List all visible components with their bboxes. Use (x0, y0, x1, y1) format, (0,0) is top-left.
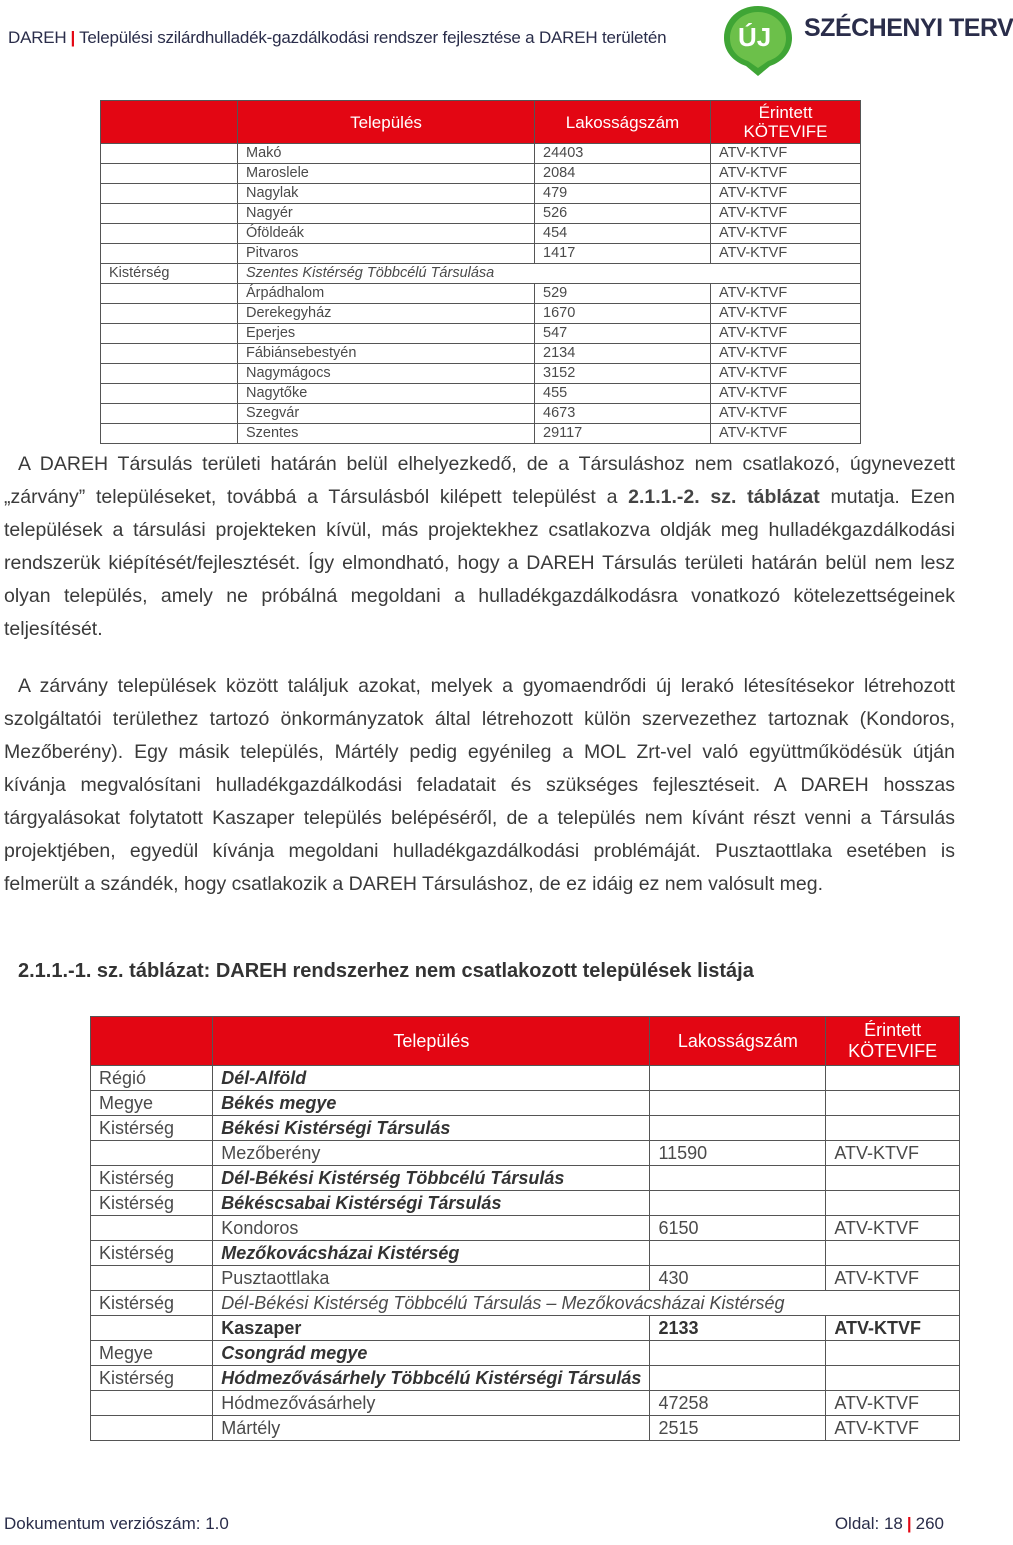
header-telepules: Település (238, 101, 535, 144)
row-level (101, 324, 238, 344)
row-authority (826, 1366, 960, 1391)
row-authority: ATV-KTVF (711, 244, 861, 264)
table-row (91, 1316, 960, 1341)
row-level (91, 1141, 213, 1166)
row-level: Régió (91, 1066, 213, 1091)
row-population: 1417 (535, 244, 711, 264)
row-authority: ATV-KTVF (826, 1141, 960, 1166)
szechenyi-terv-logo (718, 0, 1013, 80)
table-row (91, 1366, 960, 1391)
row-population: 2133 (650, 1316, 826, 1341)
row-level (91, 1416, 213, 1441)
row-population: 455 (535, 384, 711, 404)
paragraph-settlements (4, 670, 955, 901)
row-population: 2084 (535, 164, 711, 184)
page-separator: | (906, 1514, 912, 1533)
para1-text-a: A DAREH Társulás területi határán belül elhelyezkedő, de a Társuláshoz nem csatlakozó, úgynevezett „zárvány” településeket, továbbá a Társulásból kilépett települést a (4, 453, 955, 508)
row-level (101, 384, 238, 404)
row-name: Csongrád megye (213, 1341, 650, 1366)
table-row (91, 1266, 960, 1291)
title-separator: | (70, 28, 76, 47)
row-level (101, 204, 238, 224)
table-row (101, 304, 861, 324)
row-authority: ATV-KTVF (826, 1416, 960, 1441)
row-authority: ATV-KTVF (826, 1266, 960, 1291)
row-population: 430 (650, 1266, 826, 1291)
header-telepules: Település (213, 1017, 650, 1066)
row-level (101, 244, 238, 264)
row-name: Dél-Békési Kistérség Többcélú Társulás – Mezőkovácsházai Kistérség (213, 1291, 960, 1316)
table-row (101, 224, 861, 244)
row-level: Kistérség (91, 1366, 213, 1391)
row-name: Kondoros (213, 1216, 650, 1241)
header-cell-empty (91, 1017, 213, 1066)
table-reference: 2.1.1.-2. sz. táblázat (628, 486, 820, 508)
row-authority: ATV-KTVF (711, 144, 861, 164)
row-authority: ATV-KTVF (711, 164, 861, 184)
row-name: Nagytőke (238, 384, 535, 404)
row-name: Békéscsabai Kistérségi Társulás (213, 1191, 650, 1216)
row-population (650, 1241, 826, 1266)
table-row (91, 1416, 960, 1441)
para1-text-b: mutatja. Ezen települések a társulási projekteken kívül, más projektekhez csatlakozva oldják meg hulladékgazdálkodási rendszerük kiépítését/fejlesztését. Így elmondható, hogy a DAREH Társulás területi határán belül nem lesz olyan település, amely ne próbálná megoldani a hulladékgazdálkodásra vonatkozó kötelezettségeinek teljesítését. (4, 486, 955, 640)
header-lakossag: Lakosságszám (650, 1017, 826, 1066)
row-authority (826, 1341, 960, 1366)
header-lakossag: Lakosságszám (535, 101, 711, 144)
table-row (101, 244, 861, 264)
table-header-row (91, 1017, 960, 1066)
continued-settlements-table (100, 100, 861, 444)
doc-title: Települési szilárdhulladék-gazdálkodási rendszer fejlesztése a DAREH területén (79, 28, 667, 47)
row-name: Árpádhalom (238, 284, 535, 304)
row-authority: ATV-KTVF (826, 1391, 960, 1416)
logo-text: SZÉCHENYI TERV (804, 14, 1013, 42)
row-name: Pitvaros (238, 244, 535, 264)
row-name: Szentes Kistérség Többcélú Társulása (238, 264, 861, 284)
row-name: Mezőberény (213, 1141, 650, 1166)
table-caption: 2.1.1.-1. sz. táblázat: DAREH rendszerhez nem csatlakozott települések listája (18, 960, 754, 982)
row-authority: ATV-KTVF (711, 304, 861, 324)
row-authority: ATV-KTVF (711, 184, 861, 204)
row-name: Pusztaottlaka (213, 1266, 650, 1291)
row-level: Kistérség (91, 1116, 213, 1141)
row-population: 6150 (650, 1216, 826, 1241)
row-population: 11590 (650, 1141, 826, 1166)
row-population (650, 1091, 826, 1116)
row-name: Nagylak (238, 184, 535, 204)
row-population (650, 1366, 826, 1391)
row-population: 479 (535, 184, 711, 204)
row-level (101, 184, 238, 204)
document-version: Dokumentum verziószám: 1.0 (4, 1514, 229, 1533)
row-level: Kistérség (101, 264, 238, 284)
table-row (91, 1291, 960, 1316)
row-authority: ATV-KTVF (711, 284, 861, 304)
row-level (101, 424, 238, 444)
row-level (91, 1391, 213, 1416)
row-authority (826, 1116, 960, 1141)
table-row (101, 184, 861, 204)
row-name: Maroslele (238, 164, 535, 184)
row-authority: ATV-KTVF (711, 424, 861, 444)
row-level (101, 364, 238, 384)
logo-prefix: ÚJ (738, 22, 772, 52)
page-label: Oldal: 18 (834, 1514, 903, 1533)
row-population: 2134 (535, 344, 711, 364)
row-name: Fábiánsebestyén (238, 344, 535, 364)
table-row (91, 1091, 960, 1116)
row-level (101, 284, 238, 304)
table-row (101, 424, 861, 444)
row-population: 24403 (535, 144, 711, 164)
table-row (91, 1141, 960, 1166)
row-level: Kistérség (91, 1291, 213, 1316)
row-level: Kistérség (91, 1191, 213, 1216)
row-level: Megye (91, 1341, 213, 1366)
row-authority (826, 1191, 960, 1216)
row-population: 3152 (535, 364, 711, 384)
row-population: 454 (535, 224, 711, 244)
row-level (91, 1216, 213, 1241)
row-name: Nagyér (238, 204, 535, 224)
row-level (101, 344, 238, 364)
row-population: 4673 (535, 404, 711, 424)
running-title (8, 28, 666, 48)
row-population: 1670 (535, 304, 711, 324)
table-row (91, 1216, 960, 1241)
table-row (101, 284, 861, 304)
row-authority: ATV-KTVF (711, 364, 861, 384)
row-name: Dél-Békési Kistérség Többcélú Társulás (213, 1166, 650, 1191)
paragraph-zarvany (4, 448, 955, 646)
row-authority: ATV-KTVF (826, 1316, 960, 1341)
row-name: Derekegyház (238, 304, 535, 324)
row-population: 2515 (650, 1416, 826, 1441)
row-name: Szentes (238, 424, 535, 444)
row-name: Nagymágocs (238, 364, 535, 384)
row-population: 29117 (535, 424, 711, 444)
table-row (101, 164, 861, 184)
row-population (650, 1166, 826, 1191)
row-level (101, 144, 238, 164)
row-level (101, 304, 238, 324)
row-name: Kaszaper (213, 1316, 650, 1341)
row-level (101, 224, 238, 244)
row-authority: ATV-KTVF (711, 404, 861, 424)
row-name: Óföldeák (238, 224, 535, 244)
header-erintett: Érintett KÖTEVIFE (711, 101, 861, 144)
row-authority (826, 1241, 960, 1266)
row-population: 47258 (650, 1391, 826, 1416)
row-authority (826, 1166, 960, 1191)
row-name: Dél-Alföld (213, 1066, 650, 1091)
para2-text: A zárvány települések között találjuk azokat, melyek a gyomaendrődi új lerakó létesítésekor létrehozott szolgáltatói területhez tartozó önkormányzatok által létrehozott külön szervezethez tartoznak (Kondoros, Mezőberény). Egy másik település, Mártély pedig egyénileg a MOL Zrt-vel való együttműködésük útján kívánja megvalósítani hulladékgazdálkodási feladatait és szükséges fejlesztéseit. A DAREH hosszas tárgyalásokat folytatott Kaszaper település belépéséről, de a település nem kívánt részt venni a Társulás projektjében, egyedül kívánja megoldani hulladékgazdálkodási problémáját. Pusztaottlaka esetében is felmerült a szándék, hogy csatlakozik a DAREH Társuláshoz, de ez idáig ez nem valósult meg. (4, 675, 955, 895)
row-level (91, 1266, 213, 1291)
row-population: 526 (535, 204, 711, 224)
row-level: Kistérség (91, 1166, 213, 1191)
row-level (91, 1316, 213, 1341)
row-population (650, 1066, 826, 1091)
row-level: Kistérség (91, 1241, 213, 1266)
table-header-row (101, 101, 861, 144)
row-name: Hódmezővásárhely Többcélú Kistérségi Társulás (213, 1366, 650, 1391)
row-population: 529 (535, 284, 711, 304)
table-row (91, 1191, 960, 1216)
row-name: Békés megye (213, 1091, 650, 1116)
row-authority: ATV-KTVF (826, 1216, 960, 1241)
row-population (650, 1116, 826, 1141)
row-name: Makó (238, 144, 535, 164)
row-population (650, 1341, 826, 1366)
table-row (101, 404, 861, 424)
table-row (91, 1116, 960, 1141)
table-row (101, 364, 861, 384)
non-joined-settlements-table (90, 1016, 960, 1441)
row-level (101, 404, 238, 424)
row-authority: ATV-KTVF (711, 344, 861, 364)
table-row (101, 344, 861, 364)
table-row (101, 324, 861, 344)
table-row (101, 204, 861, 224)
row-name: Szegvár (238, 404, 535, 424)
row-name: Mezőkovácsházai Kistérség (213, 1241, 650, 1266)
doc-code: DAREH (8, 28, 67, 47)
table-row (91, 1341, 960, 1366)
header-erintett: Érintett KÖTEVIFE (826, 1017, 960, 1066)
table-row (101, 264, 861, 284)
table-row (91, 1241, 960, 1266)
row-authority: ATV-KTVF (711, 204, 861, 224)
table-row (91, 1166, 960, 1191)
row-authority: ATV-KTVF (711, 224, 861, 244)
row-level: Megye (91, 1091, 213, 1116)
row-population: 547 (535, 324, 711, 344)
row-authority: ATV-KTVF (711, 324, 861, 344)
table-row (101, 144, 861, 164)
row-name: Hódmezővásárhely (213, 1391, 650, 1416)
table-row (91, 1066, 960, 1091)
page-number (835, 1514, 944, 1534)
table-row (101, 384, 861, 404)
table-row (91, 1391, 960, 1416)
page-header (0, 0, 1013, 90)
row-authority (826, 1066, 960, 1091)
row-population (650, 1191, 826, 1216)
total-pages: 260 (915, 1514, 944, 1533)
row-name: Békési Kistérségi Társulás (213, 1116, 650, 1141)
row-authority (826, 1091, 960, 1116)
row-level (101, 164, 238, 184)
row-name: Mártély (213, 1416, 650, 1441)
row-name: Eperjes (238, 324, 535, 344)
row-authority: ATV-KTVF (711, 384, 861, 404)
header-cell-empty (101, 101, 238, 144)
